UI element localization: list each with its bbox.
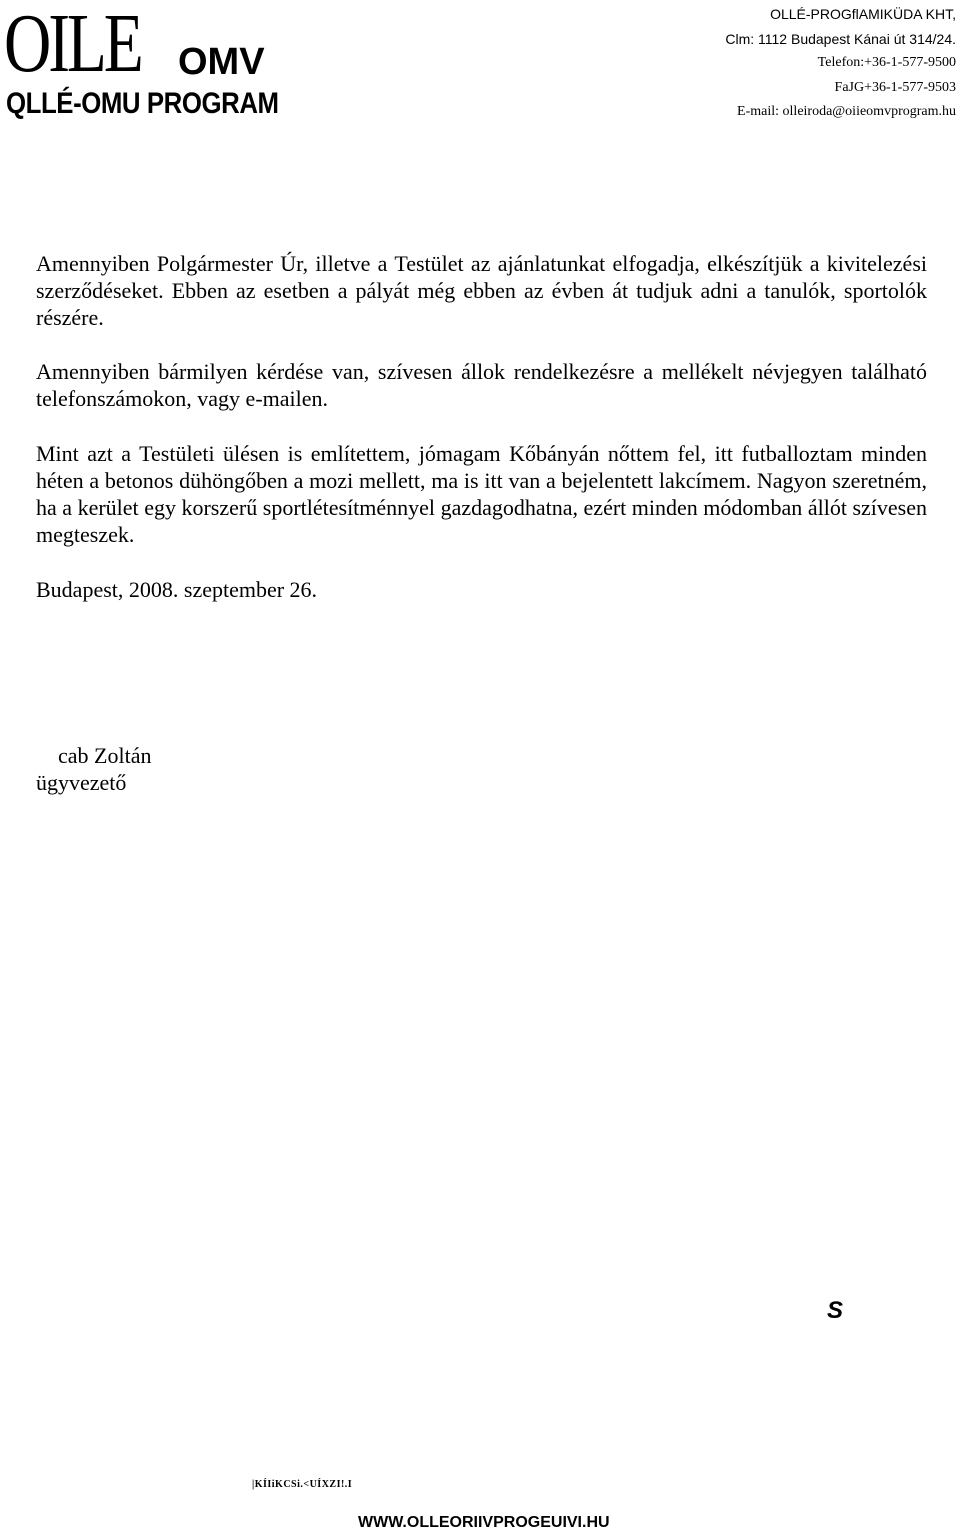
signature-name: cab Zoltán — [58, 743, 152, 768]
contact-email: E-mail: olleiroda@oiieomvprogram.hu — [737, 104, 956, 119]
logo-program-text: QLLÉ-OMU PROGRAM — [6, 87, 279, 120]
footer-garbled-line: |KÍIiKCSi.<UÍXZI!.I — [252, 1479, 353, 1490]
letter-paragraph: Amennyiben Polgármester Úr, illetve a Testület az ajánlatunkat elfogadja, elkészítjük a kivitelezési szerződéseket. Ebben az esetben a pályát még ebben az évben át tudjuk adni a tanulók, sportolók részére. — [36, 251, 927, 330]
contact-fax: FaJG+36-1-577-9503 — [834, 79, 956, 95]
contact-address: Clm: 1112 Budapest Kánai út 314/24. — [725, 30, 956, 47]
contact-phone: Telefon:+36-1-577-9500 — [817, 55, 956, 70]
letter-date: Budapest, 2008. szeptember 26. — [36, 577, 318, 602]
logo-omv-text: OMV — [178, 41, 265, 83]
letter-paragraph: Amennyiben bármilyen kérdése van, szívesen állok rendelkezésre a mellékelt névjegyen található telefonszámokon, vagy e-mailen. — [36, 359, 927, 411]
contact-org: OLLÉ-PROGflAMIKÜDA KHT, — [770, 6, 956, 22]
header-contact-block — [725, 2, 956, 125]
footer-website: WWW.OLLEORIIVPROGEUIVI.HU — [358, 1514, 610, 1531]
signature-title: ügyvezető — [36, 770, 127, 795]
stray-letter-mark: S — [827, 1297, 844, 1324]
logo-main-text: OILE — [4, 0, 141, 90]
letter-paragraph: Mint azt a Testületi ülésen is említettem, jómagam Kőbányán nőttem fel, itt futballoztam minden héten a betonos dühöngőben a mozi mellett, ma is itt van a bejelentett lakcímem. Nagyon szeretném, ha a kerület egy korszerű sportlétesítménnyel gazdagodhatna, ezért minden módomban állót szívesen megteszek. — [36, 441, 927, 547]
